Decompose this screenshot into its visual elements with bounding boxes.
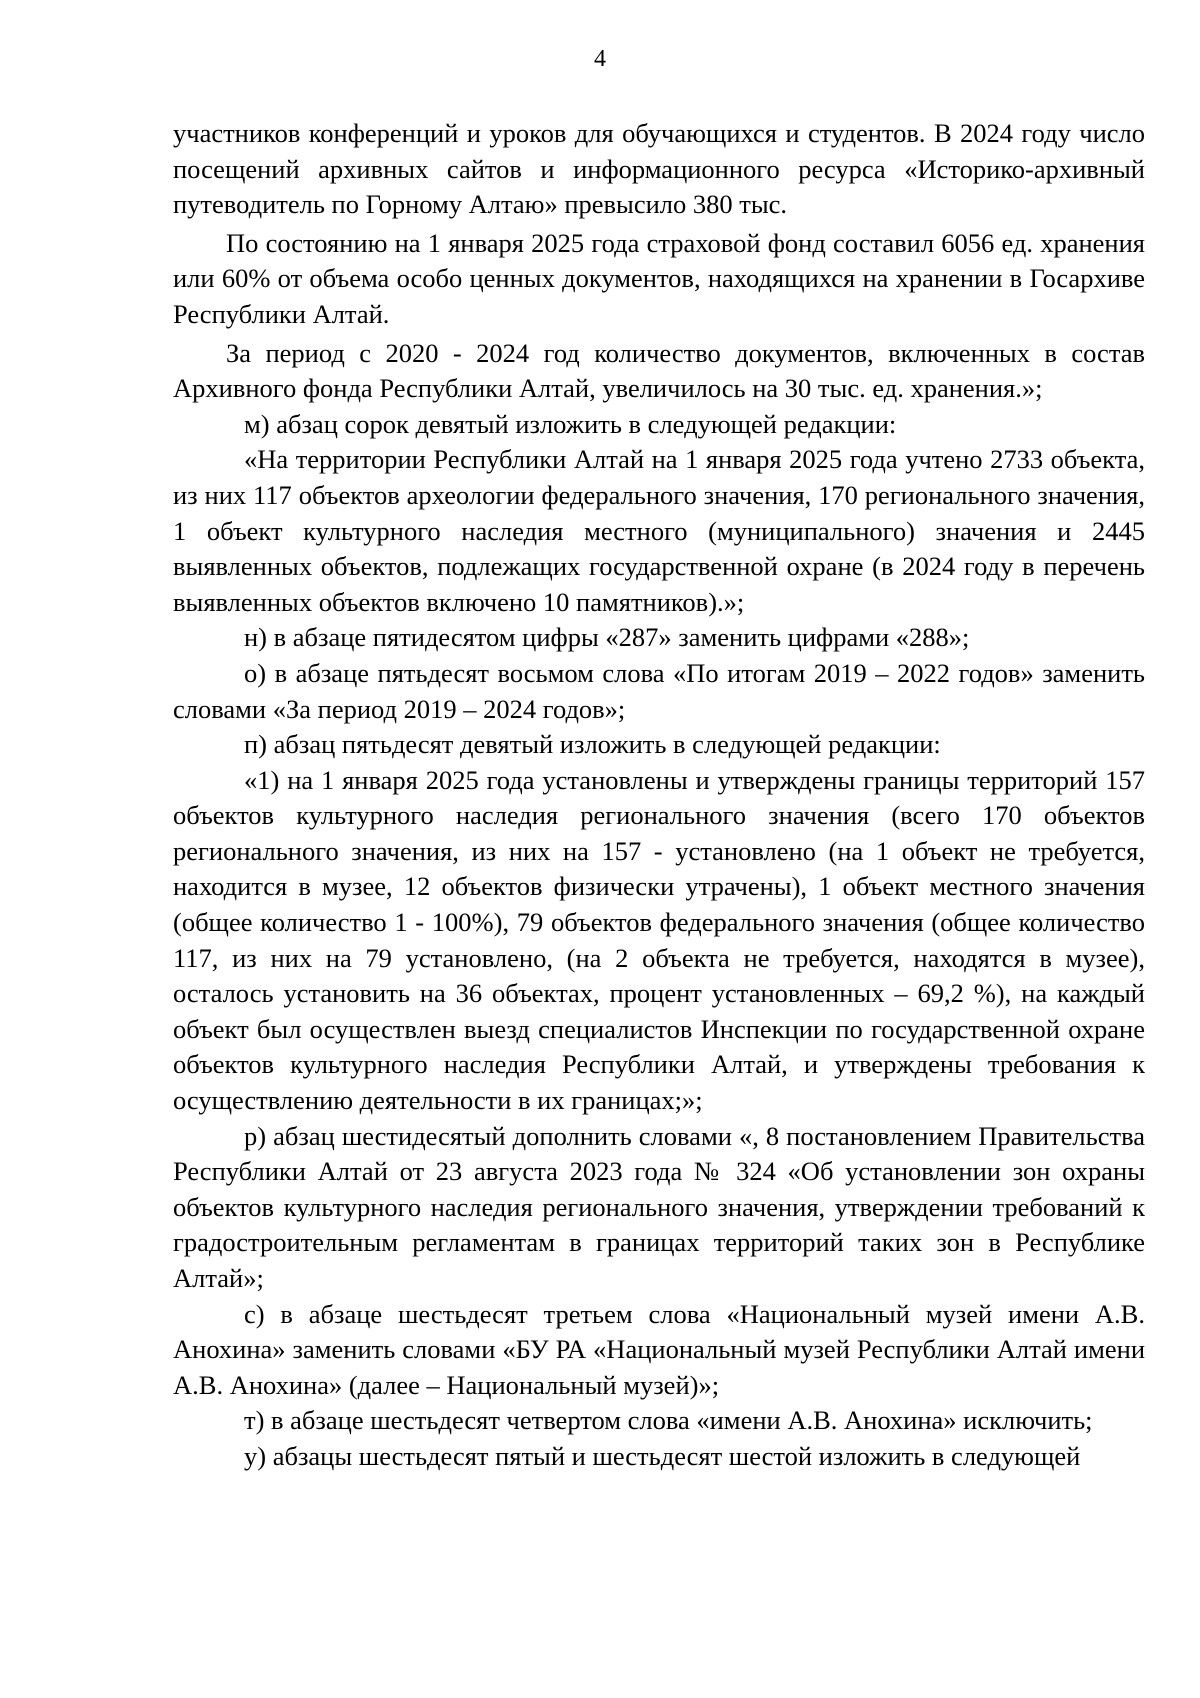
paragraph-item-p: п) абзац пятьдесят девятый изложить в следующей редакции: <box>244 729 941 760</box>
paragraph-item-t: т) в абзаце шестьдесят четвертом слова «имени А.В. Анохина» исключить; <box>244 1405 1093 1436</box>
paragraph-item-n: н) в абзаце пятидесятом цифры «287» заменить цифрами «288»; <box>244 622 970 653</box>
paragraph-item-r: р) абзац шестидесятый дополнить словами «, 8 постановлением Правительства Республики Алтай от 23 августа 2023 года № 324 «Об установлении зон охраны объектов культурного наследия регионального значения, утверждении требований к градостроительным регламентам в границах территорий таких зон в Республике Алтай»; <box>173 1120 1145 1293</box>
paragraph-insurance-fund: По состоянию на 1 января 2025 года страховой фонд составил 6056 ед. хранения или 60% от объема особо ценных документов, находящихся на хранении в Госархиве Республики Алтай. <box>173 227 1145 329</box>
document-body <box>173 116 1145 1475</box>
paragraph-item-m: м) абзац сорок девятый изложить в следующей редакции: <box>244 408 897 439</box>
paragraph-heritage-objects: «На территории Республики Алтай на 1 января 2025 года учтено 2733 объекта, из них 117 объектов археологии федерального значения, 170 регионального значения, 1 объект культурного наследия местного (муниципального) значения и 2445 выявленных объектов, подлежащих государственной охране (в 2024 году в перечень выявленных объектов включено 10 памятников).»; <box>173 444 1145 617</box>
paragraph-archive-fund-growth: За период с 2020 - 2024 год количество документов, включенных в состав Архивного фонда Республики Алтай, увеличилось на 30 тыс. ед. хранения.»; <box>173 337 1145 404</box>
paragraph-item-o: о) в абзаце пятьдесят восьмом слова «По итогам 2019 – 2022 годов» заменить словами «За период 2019 – 2024 годов»; <box>173 657 1145 724</box>
paragraph-item-u: у) абзацы шестьдесят пятый и шестьдесят шестой изложить в следующей <box>244 1440 1081 1471</box>
paragraph-item-s: с) в абзаце шестьдесят третьем слова «Национальный музей имени А.В. Анохина» заменить словами «БУ РА «Национальный музей Республики Алтай имени А.В. Анохина» (далее – Национальный музей)»; <box>173 1298 1145 1400</box>
paragraph-archive-visits: участников конференций и уроков для обучающихся и студентов. В 2024 году число посещений архивных сайтов и информационного ресурса «Историко-архивный путеводитель по Горному Алтаю» превысило 380 тыс. <box>173 118 1145 220</box>
paragraph-boundaries: «1) на 1 января 2025 года установлены и утверждены границы территорий 157 объектов культурного наследия регионального значения (всего 170 объектов регионального значения, из них на 157 - установлено (на 1 объект не требуется, находится в музее, 12 объектов физически утрачены), 1 объект местного значения (общее количество 1 - 100%), 79 объектов федерального значения (общее количество 117, из них на 79 установлено, (на 2 объекта не требуется, находятся в музее), осталось установить на 36 объектах, процент установленных – 69,2 %), на каждый объект был осуществлен выезд специалистов Инспекции по государственной охране объектов культурного наследия Республики Алтай, и утверждены требования к осуществлению деятельности в их границах;»; <box>173 764 1145 1116</box>
page-number: 4 <box>594 46 606 72</box>
